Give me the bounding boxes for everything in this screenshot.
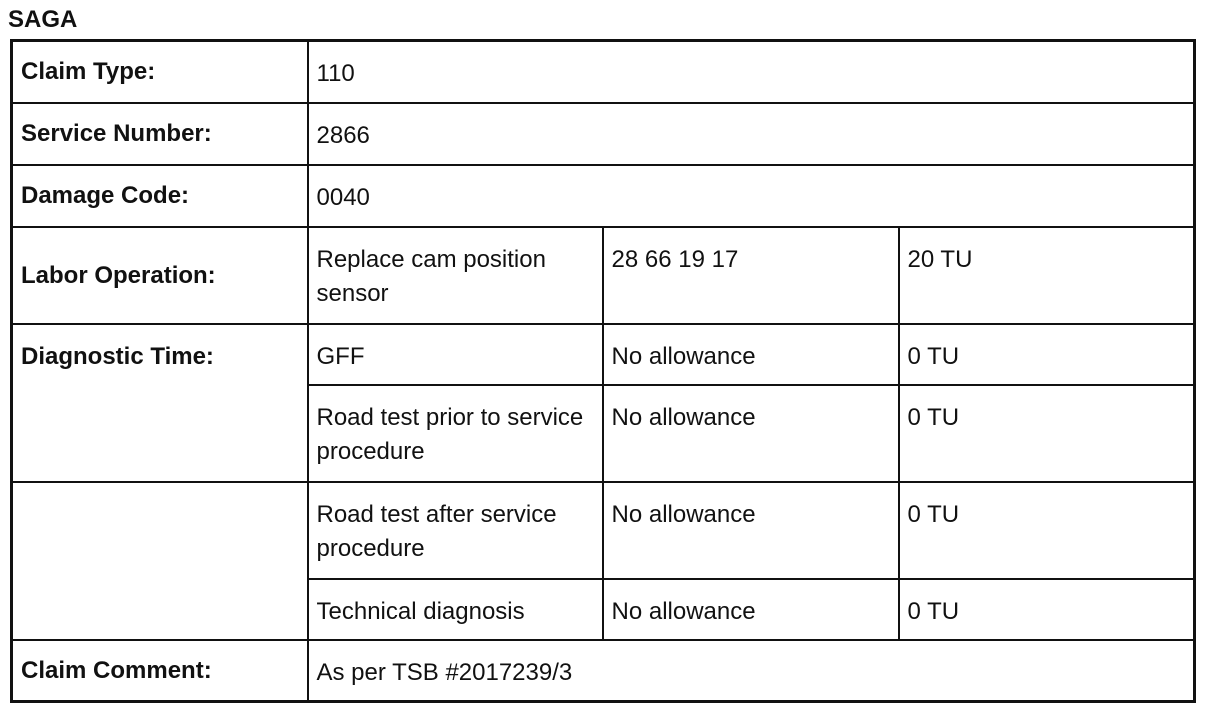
- labor-operation-row: [12, 227, 1195, 324]
- document-heading: SAGA: [8, 6, 78, 33]
- diagnostic-item-description: GFF: [308, 324, 603, 385]
- service-number-value: 2866: [308, 103, 1195, 165]
- diagnostic-item-description: Road test prior to service procedure: [308, 385, 603, 482]
- diagnostic-item-description: Technical diagnosis: [308, 579, 603, 640]
- diagnostic-item-allowance: No allowance: [603, 324, 899, 385]
- diagnostic-item-time: 0 TU: [899, 482, 1195, 579]
- damage-code-label: Damage Code:: [12, 165, 308, 227]
- labor-operation-code: 28 66 19 17: [603, 227, 899, 324]
- diagnostic-item-time: 0 TU: [899, 324, 1195, 385]
- claim-type-label: Claim Type:: [12, 41, 308, 103]
- labor-operation-description: Replace cam position sensor: [308, 227, 603, 324]
- claim-type-row: [12, 41, 1195, 103]
- claim-comment-value: As per TSB #2017239/3: [308, 640, 1195, 702]
- labor-operation-label: Labor Operation:: [12, 227, 308, 324]
- service-number-label: Service Number:: [12, 103, 308, 165]
- diagnostic-item-row: [12, 324, 1195, 385]
- diagnostic-item-time: 0 TU: [899, 385, 1195, 482]
- diagnostic-item-row: [12, 482, 1195, 579]
- service-number-row: [12, 103, 1195, 165]
- blank-label-cell: [12, 482, 308, 640]
- claim-type-value: 110: [308, 41, 1195, 103]
- claim-comment-row: [12, 640, 1195, 702]
- damage-code-value: 0040: [308, 165, 1195, 227]
- diagnostic-item-allowance: No allowance: [603, 482, 899, 579]
- claim-comment-label: Claim Comment:: [12, 640, 308, 702]
- diagnostic-item-allowance: No allowance: [603, 385, 899, 482]
- saga-claim-table: [10, 39, 1196, 703]
- diagnostic-item-time: 0 TU: [899, 579, 1195, 640]
- damage-code-row: [12, 165, 1195, 227]
- diagnostic-time-label: Diagnostic Time:: [12, 324, 308, 482]
- diagnostic-item-allowance: No allowance: [603, 579, 899, 640]
- diagnostic-item-description: Road test after service procedure: [308, 482, 603, 579]
- labor-operation-time: 20 TU: [899, 227, 1195, 324]
